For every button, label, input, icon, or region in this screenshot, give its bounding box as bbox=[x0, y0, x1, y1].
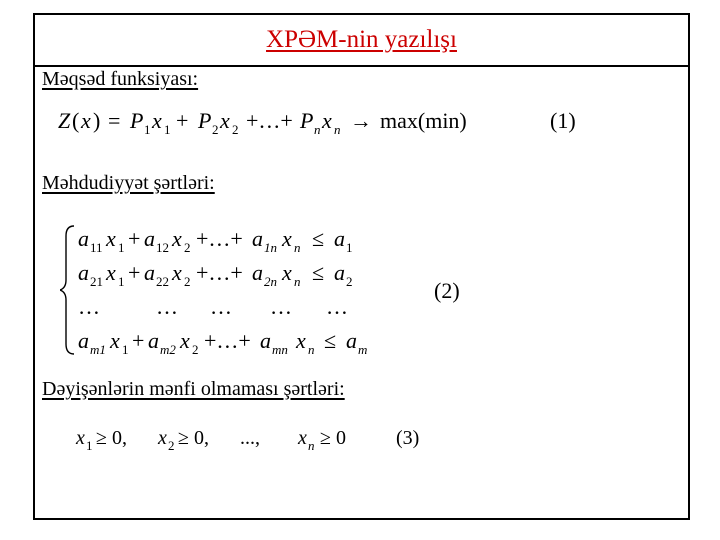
svg-text:+…+: +…+ bbox=[246, 108, 293, 133]
svg-text:): ) bbox=[93, 108, 101, 133]
svg-text:→: → bbox=[350, 108, 372, 133]
svg-text:max(min): max(min) bbox=[380, 108, 467, 133]
constraint-row-ellipsis bbox=[78, 294, 348, 319]
svg-text:m2: m2 bbox=[160, 342, 176, 357]
svg-text:…: … bbox=[210, 294, 232, 319]
svg-text:22: 22 bbox=[156, 274, 169, 289]
svg-text:x: x bbox=[106, 260, 116, 285]
svg-text:a: a bbox=[346, 328, 357, 353]
svg-text:≤: ≤ bbox=[324, 328, 337, 353]
svg-text:a: a bbox=[334, 260, 345, 285]
title-bar bbox=[35, 15, 688, 67]
svg-text:+…+: +…+ bbox=[196, 226, 243, 251]
svg-text:+: + bbox=[128, 226, 141, 251]
svg-text:≥ 0: ≥ 0 bbox=[320, 427, 346, 449]
svg-text:≤: ≤ bbox=[312, 260, 325, 285]
svg-text:2: 2 bbox=[184, 240, 191, 255]
svg-text:x: x bbox=[298, 427, 307, 449]
svg-text:n: n bbox=[294, 240, 301, 255]
svg-text:1: 1 bbox=[164, 122, 171, 137]
svg-text:a: a bbox=[252, 226, 263, 251]
svg-text:…: … bbox=[156, 294, 178, 319]
svg-text:n: n bbox=[314, 122, 321, 137]
svg-text:a: a bbox=[260, 328, 271, 353]
equation-number-1: (1) bbox=[550, 108, 576, 133]
svg-text:mn: mn bbox=[272, 342, 288, 357]
svg-text:2: 2 bbox=[212, 122, 219, 137]
svg-text:n: n bbox=[334, 122, 341, 137]
slide-title: XPƏM-nin yazılışı bbox=[266, 26, 457, 53]
constraint-row-1 bbox=[78, 226, 353, 255]
svg-text:2n: 2n bbox=[264, 274, 277, 289]
svg-text:2: 2 bbox=[192, 342, 199, 357]
svg-text:n: n bbox=[294, 274, 301, 289]
svg-text:…: … bbox=[326, 294, 348, 319]
svg-text:a: a bbox=[78, 328, 89, 353]
svg-text:x: x bbox=[296, 328, 306, 353]
svg-text:1: 1 bbox=[86, 438, 93, 453]
svg-text:21: 21 bbox=[90, 274, 103, 289]
svg-text:n: n bbox=[308, 438, 315, 453]
svg-text:(: ( bbox=[72, 108, 80, 133]
svg-text:2: 2 bbox=[346, 274, 353, 289]
svg-text:x: x bbox=[282, 260, 292, 285]
svg-text:x: x bbox=[76, 427, 85, 449]
svg-text:a: a bbox=[78, 260, 89, 285]
svg-text:1: 1 bbox=[144, 122, 151, 137]
constraints-system bbox=[60, 220, 480, 360]
svg-text:x: x bbox=[106, 226, 116, 251]
svg-text:1: 1 bbox=[122, 342, 129, 357]
svg-text:…: … bbox=[270, 294, 292, 319]
objective-function-label: Məqsəd funksiyası: bbox=[42, 68, 199, 90]
svg-text:P: P bbox=[130, 108, 144, 133]
constraint-row-m bbox=[78, 328, 367, 357]
svg-text:x: x bbox=[282, 226, 292, 251]
svg-text:x: x bbox=[172, 226, 182, 251]
svg-text:≥ 0,: ≥ 0, bbox=[96, 427, 127, 449]
svg-text:Z: Z bbox=[58, 108, 71, 133]
svg-text:x: x bbox=[322, 108, 332, 133]
svg-text:x: x bbox=[220, 108, 230, 133]
nonnegativity-formula bbox=[70, 420, 450, 460]
svg-text:2: 2 bbox=[168, 438, 175, 453]
svg-text:x: x bbox=[81, 108, 91, 133]
svg-text:12: 12 bbox=[156, 240, 169, 255]
svg-text:+…+: +…+ bbox=[204, 328, 251, 353]
svg-text:≤: ≤ bbox=[312, 226, 325, 251]
svg-text:m1: m1 bbox=[90, 342, 106, 357]
svg-text:a: a bbox=[334, 226, 345, 251]
constraint-row-2 bbox=[78, 260, 353, 289]
svg-text:x: x bbox=[172, 260, 182, 285]
svg-text:1n: 1n bbox=[264, 240, 277, 255]
svg-text:≥ 0,: ≥ 0, bbox=[178, 427, 209, 449]
svg-text:2: 2 bbox=[232, 122, 239, 137]
svg-text:+: + bbox=[132, 328, 145, 353]
svg-text:x: x bbox=[180, 328, 190, 353]
svg-text:n: n bbox=[308, 342, 315, 357]
svg-text:1: 1 bbox=[118, 274, 125, 289]
svg-text:+: + bbox=[176, 108, 189, 133]
svg-text:a: a bbox=[148, 328, 159, 353]
svg-text:x: x bbox=[152, 108, 162, 133]
svg-text:11: 11 bbox=[90, 240, 103, 255]
svg-text:+: + bbox=[128, 260, 141, 285]
svg-text:a: a bbox=[78, 226, 89, 251]
objective-formula bbox=[50, 98, 590, 146]
equation-number-2: (2) bbox=[434, 278, 460, 303]
svg-text:x: x bbox=[110, 328, 120, 353]
svg-text:x: x bbox=[158, 427, 167, 449]
svg-text:m: m bbox=[358, 342, 368, 357]
svg-text:a: a bbox=[144, 226, 155, 251]
svg-text:=: = bbox=[108, 108, 121, 133]
nonnegativity-label: Dəyişənlərin mənfi olmaması şərtləri: bbox=[42, 378, 345, 400]
svg-text:P: P bbox=[300, 108, 314, 133]
equation-number-3: (3) bbox=[396, 427, 420, 449]
svg-text:2: 2 bbox=[184, 274, 191, 289]
svg-text:+…+: +…+ bbox=[196, 260, 243, 285]
constraints-label: Məhdudiyyət şərtləri: bbox=[42, 172, 215, 194]
svg-text:1: 1 bbox=[346, 240, 353, 255]
svg-text:...,: ..., bbox=[240, 427, 260, 449]
svg-text:P: P bbox=[198, 108, 212, 133]
svg-text:a: a bbox=[252, 260, 263, 285]
svg-text:…: … bbox=[78, 294, 100, 319]
left-brace-icon bbox=[60, 226, 74, 354]
svg-text:1: 1 bbox=[118, 240, 125, 255]
svg-text:a: a bbox=[144, 260, 155, 285]
